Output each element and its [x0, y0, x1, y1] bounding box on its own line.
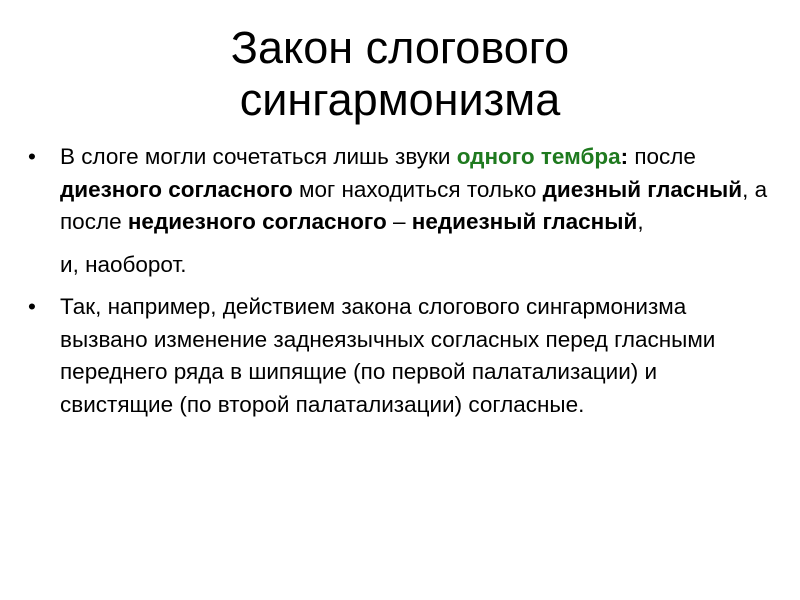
slide-body [28, 141, 768, 421]
bullet2-text: Так, например, действием закона слогового сингармонизма вызвано изменение заднеязычных согласных перед гласными переднего ряда в шипящие (по первой палатализации) и свистящие (по второй палатализации) согласные. [60, 294, 716, 417]
bullet-dot: • [28, 144, 36, 169]
bullet1-text-1: В слоге могли сочетаться лишь звуки [60, 144, 457, 169]
bullet1-emphasis-sharp-consonant: диезного согласного [60, 176, 293, 202]
bullet-continuation: и, наоборот. [60, 251, 187, 277]
bullet1-text-4: , а после [60, 176, 768, 234]
bullet1-colon: : [620, 144, 629, 169]
bullet-item-1 [28, 141, 768, 239]
slide-title [0, 22, 800, 126]
bullet1-text-3: мог находиться только [292, 176, 543, 202]
title-line-2: сингармонизма [239, 74, 561, 125]
bullet1-text-6: , [637, 209, 644, 234]
bullet-dot: • [28, 294, 36, 319]
bullet1-emphasis-sharp-vowel: диезный гласный [542, 176, 743, 202]
bullet1-text-2: после [628, 144, 696, 169]
bullet1-text-5: – [386, 209, 412, 234]
bullet-item-2 [28, 291, 768, 421]
bullet1-emphasis-nonsharp-vowel: недиезный гласный [411, 209, 638, 234]
bullet1-emphasis-nonsharp-consonant: недиезного согласного [127, 209, 387, 234]
bullet1-emphasis-timbre: одного тембра [456, 144, 621, 169]
title-line-1: Закон слогового [230, 22, 570, 73]
